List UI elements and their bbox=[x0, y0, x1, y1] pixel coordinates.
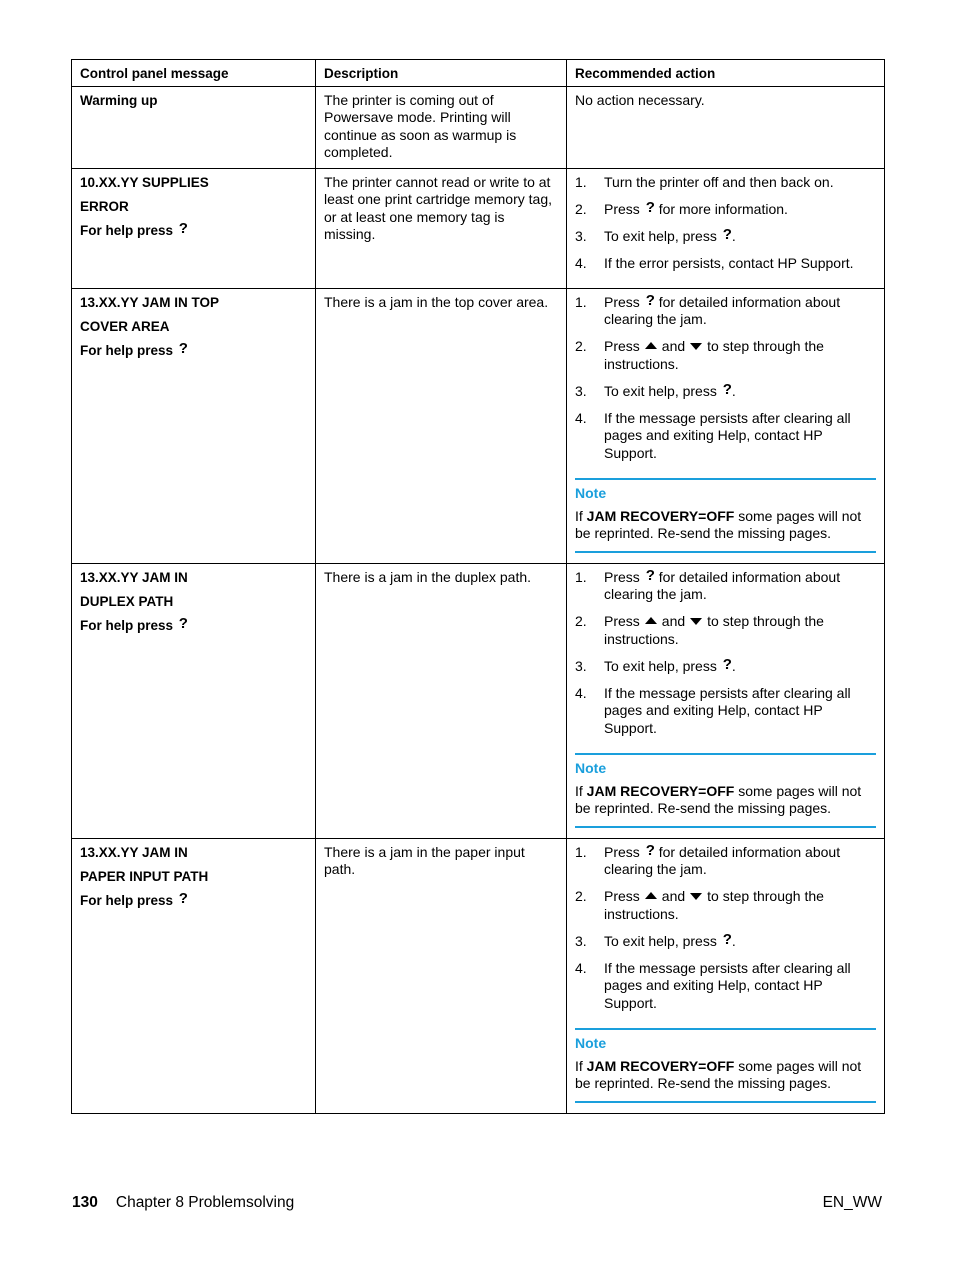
step-text: Press bbox=[604, 888, 640, 904]
help-key-icon: ? bbox=[645, 291, 655, 309]
help-prompt-text: For help press bbox=[80, 617, 174, 633]
help-key-icon: ? bbox=[178, 339, 188, 357]
step-text: . bbox=[731, 227, 736, 244]
description-text: There is a jam in the paper input path. bbox=[324, 843, 525, 877]
action-step bbox=[575, 655, 876, 676]
step-text: To exit help, press bbox=[604, 227, 717, 244]
message-text: ERROR bbox=[80, 198, 129, 214]
note-text-pre: If bbox=[575, 1057, 583, 1074]
description-text: There is a jam in the duplex path. bbox=[324, 568, 532, 585]
message-text: Warming up bbox=[80, 92, 158, 108]
action-step bbox=[575, 380, 876, 401]
step-text: Press bbox=[604, 568, 640, 585]
step-text: and bbox=[661, 338, 686, 354]
message-text: 10.XX.YY SUPPLIES bbox=[80, 174, 209, 190]
step-number: 3. bbox=[575, 657, 587, 674]
action-cell bbox=[567, 168, 885, 288]
help-key-icon: ? bbox=[178, 219, 188, 237]
action-step bbox=[575, 960, 876, 1013]
description-cell bbox=[316, 563, 567, 838]
action-cell bbox=[567, 288, 885, 563]
step-text: . bbox=[731, 382, 736, 399]
table-row bbox=[72, 86, 885, 168]
header-description: Description bbox=[316, 60, 567, 87]
table-row bbox=[72, 168, 885, 288]
note-box bbox=[575, 753, 876, 828]
step-text: If the message persists after clearing all pages and exiting Help, contact HP Support. bbox=[604, 959, 851, 1011]
step-text: to step through the instructions. bbox=[604, 888, 824, 922]
action-text: No action necessary. bbox=[575, 91, 705, 108]
action-step bbox=[575, 225, 876, 246]
note-setting-name: JAM RECOVERY=OFF bbox=[586, 782, 735, 799]
step-text: for detailed information about clearing the jam. bbox=[604, 843, 841, 877]
description-cell bbox=[316, 838, 567, 1113]
help-key-icon: ? bbox=[722, 655, 732, 673]
step-number: 3. bbox=[575, 382, 587, 399]
help-prompt-text: For help press bbox=[80, 222, 174, 238]
note-label: Note bbox=[575, 1035, 607, 1051]
note-setting-name: JAM RECOVERY=OFF bbox=[586, 507, 735, 524]
up-arrow-icon bbox=[645, 892, 657, 899]
action-step bbox=[575, 255, 876, 273]
action-step bbox=[575, 410, 876, 463]
message-text: 13.XX.YY JAM IN TOP bbox=[80, 294, 220, 310]
table-row bbox=[72, 563, 885, 838]
header-control-panel-message: Control panel message bbox=[72, 60, 316, 87]
description-cell bbox=[316, 288, 567, 563]
step-text: to step through the instructions. bbox=[604, 613, 824, 647]
step-number: 2. bbox=[575, 888, 587, 904]
action-steps bbox=[575, 291, 876, 463]
action-steps bbox=[575, 841, 876, 1013]
step-text: If the message persists after clearing all pages and exiting Help, contact HP Support. bbox=[604, 409, 851, 461]
action-step bbox=[575, 291, 876, 329]
step-text: for detailed information about clearing the jam. bbox=[604, 293, 841, 327]
step-text: Press bbox=[604, 843, 640, 860]
message-text: 13.XX.YY JAM IN bbox=[80, 844, 188, 860]
up-arrow-icon bbox=[645, 617, 657, 624]
message-cell bbox=[72, 838, 316, 1113]
step-text: Press bbox=[604, 293, 640, 310]
table-header-row bbox=[72, 60, 885, 87]
action-step bbox=[575, 841, 876, 879]
action-step bbox=[575, 174, 876, 192]
step-number: 2. bbox=[575, 613, 587, 629]
message-text: 13.XX.YY JAM IN bbox=[80, 569, 188, 585]
step-number: 4. bbox=[575, 684, 587, 701]
action-cell bbox=[567, 563, 885, 838]
step-text: Turn the printer off and then back on. bbox=[604, 173, 834, 190]
note-text-post: some pages will not be reprinted. Re-send the missing pages. bbox=[575, 1057, 862, 1091]
note-label: Note bbox=[575, 485, 607, 501]
up-arrow-icon bbox=[645, 342, 657, 349]
step-number: 4. bbox=[575, 409, 587, 426]
chapter-title: Chapter 8 Problemsolving bbox=[115, 1194, 295, 1211]
note-box bbox=[575, 478, 876, 553]
note-text bbox=[575, 783, 861, 817]
help-key-icon: ? bbox=[645, 841, 655, 859]
help-prompt bbox=[80, 219, 307, 243]
message-cell bbox=[72, 86, 316, 168]
help-prompt-text: For help press bbox=[80, 892, 174, 908]
description-text: There is a jam in the top cover area. bbox=[324, 293, 549, 310]
description-cell bbox=[316, 86, 567, 168]
step-text: Press bbox=[604, 200, 640, 217]
action-step bbox=[575, 685, 876, 738]
note-text-pre: If bbox=[575, 507, 583, 524]
help-key-icon: ? bbox=[722, 930, 732, 948]
help-prompt bbox=[80, 889, 307, 913]
action-steps bbox=[575, 566, 876, 738]
action-cell bbox=[567, 838, 885, 1113]
action-step bbox=[575, 930, 876, 951]
step-number: 3. bbox=[575, 932, 587, 949]
description-cell bbox=[316, 168, 567, 288]
step-text: Press bbox=[604, 338, 640, 354]
note-text-pre: If bbox=[575, 782, 583, 799]
action-step bbox=[575, 566, 876, 604]
help-prompt bbox=[80, 614, 307, 638]
message-text: DUPLEX PATH bbox=[80, 593, 174, 609]
note-setting-name: JAM RECOVERY=OFF bbox=[586, 1057, 735, 1074]
note-text bbox=[575, 1058, 861, 1092]
table-body bbox=[72, 86, 885, 1113]
help-key-icon: ? bbox=[178, 889, 188, 907]
action-step bbox=[575, 888, 876, 923]
step-text: . bbox=[731, 657, 736, 674]
help-key-icon: ? bbox=[722, 225, 732, 243]
table-row bbox=[72, 288, 885, 563]
page-footer bbox=[72, 1194, 882, 1212]
step-text: for more information. bbox=[658, 200, 788, 217]
help-key-icon: ? bbox=[645, 566, 655, 584]
help-prompt-text: For help press bbox=[80, 342, 174, 358]
step-number: 1. bbox=[575, 293, 587, 310]
help-key-icon: ? bbox=[722, 380, 732, 398]
note-box bbox=[575, 1028, 876, 1103]
step-number: 1. bbox=[575, 173, 587, 190]
step-number: 3. bbox=[575, 227, 587, 244]
action-step bbox=[575, 198, 876, 219]
step-text: To exit help, press bbox=[604, 932, 717, 949]
step-number: 2. bbox=[575, 200, 587, 217]
description-text: The printer is coming out of Powersave mode. Printing will continue as soon as warmup is completed. bbox=[324, 91, 517, 160]
step-text: If the message persists after clearing all pages and exiting Help, contact HP Support. bbox=[604, 684, 851, 736]
step-number: 2. bbox=[575, 338, 587, 354]
note-label: Note bbox=[575, 760, 607, 776]
step-text: To exit help, press bbox=[604, 657, 717, 674]
down-arrow-icon bbox=[690, 893, 702, 900]
step-text: . bbox=[731, 932, 736, 949]
step-text: for detailed information about clearing the jam. bbox=[604, 568, 841, 602]
step-text: and bbox=[661, 613, 686, 629]
down-arrow-icon bbox=[690, 618, 702, 625]
step-number: 1. bbox=[575, 843, 587, 860]
action-cell bbox=[567, 86, 885, 168]
note-text-post: some pages will not be reprinted. Re-send the missing pages. bbox=[575, 507, 862, 541]
step-text: and bbox=[661, 888, 686, 904]
step-number: 4. bbox=[575, 959, 587, 976]
message-cell bbox=[72, 563, 316, 838]
step-number: 1. bbox=[575, 568, 587, 585]
step-text: If the error persists, contact HP Support. bbox=[604, 254, 854, 271]
page-number: 130 bbox=[72, 1194, 98, 1211]
note-text-post: some pages will not be reprinted. Re-send the missing pages. bbox=[575, 782, 862, 816]
table-row bbox=[72, 838, 885, 1113]
action-step bbox=[575, 338, 876, 373]
help-key-icon: ? bbox=[178, 614, 188, 632]
header-recommended-action: Recommended action bbox=[567, 60, 885, 87]
help-key-icon: ? bbox=[645, 198, 655, 216]
action-steps bbox=[575, 174, 876, 273]
down-arrow-icon bbox=[690, 343, 702, 350]
message-text: PAPER INPUT PATH bbox=[80, 868, 209, 884]
step-number: 4. bbox=[575, 254, 587, 271]
message-cell bbox=[72, 168, 316, 288]
step-text: Press bbox=[604, 613, 640, 629]
control-panel-message-table bbox=[71, 59, 885, 1114]
message-text: COVER AREA bbox=[80, 318, 170, 334]
note-text bbox=[575, 508, 861, 542]
message-cell bbox=[72, 288, 316, 563]
step-text: To exit help, press bbox=[604, 382, 717, 399]
description-text: The printer cannot read or write to at least one print cartridge memory tag, or at least one memory tag is missing. bbox=[324, 173, 552, 242]
locale-label: EN_WW bbox=[822, 1194, 882, 1211]
action-step bbox=[575, 613, 876, 648]
help-prompt bbox=[80, 339, 307, 363]
step-text: to step through the instructions. bbox=[604, 338, 824, 372]
